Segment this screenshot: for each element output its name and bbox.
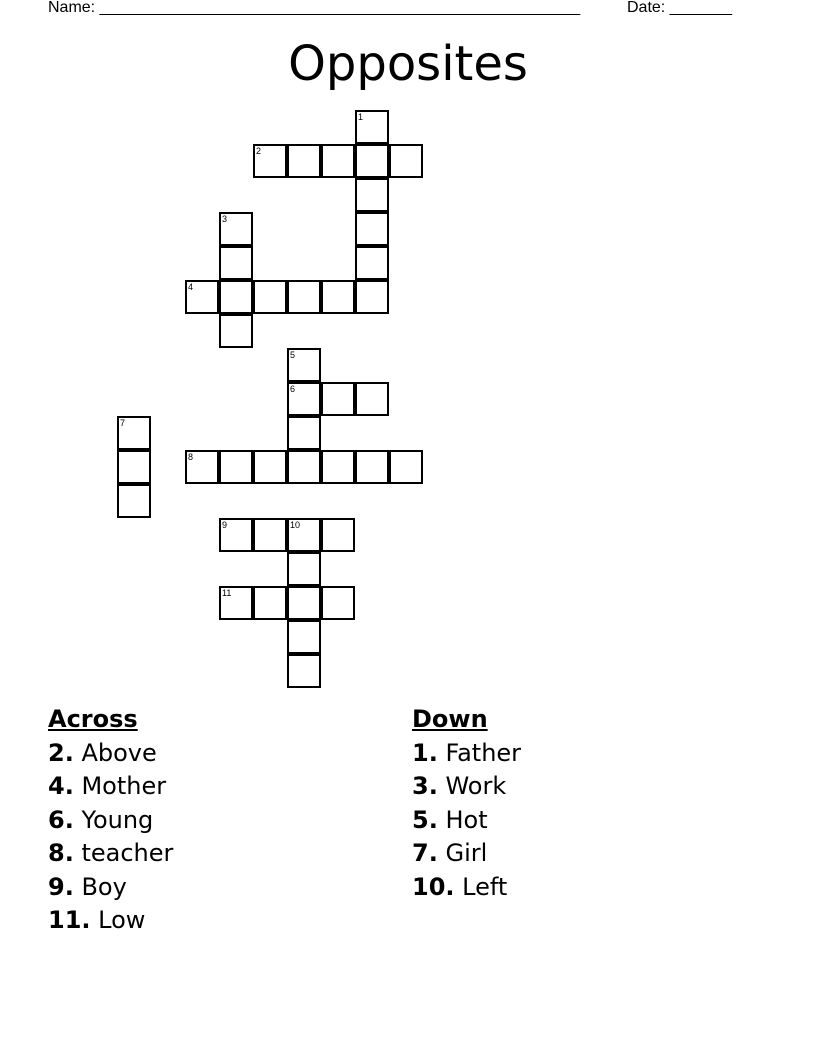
clue-number: 2. — [48, 738, 74, 767]
crossword-cell[interactable] — [219, 586, 253, 620]
crossword-cell[interactable] — [355, 178, 389, 212]
clue-text: Boy — [81, 872, 127, 901]
crossword-cell[interactable] — [287, 552, 321, 586]
date-field-label: Date: _______ — [627, 0, 732, 16]
across-clue-list — [48, 737, 173, 938]
crossword-cell[interactable] — [355, 144, 389, 178]
clue-number: 1 — [358, 112, 364, 122]
crossword-cell[interactable] — [389, 144, 423, 178]
down-clue — [412, 871, 521, 905]
across-clue — [48, 871, 173, 905]
clue-number: 1. — [412, 738, 438, 767]
crossword-cell[interactable] — [253, 518, 287, 552]
crossword-cell[interactable] — [117, 416, 151, 450]
crossword-cell[interactable] — [287, 382, 321, 416]
clue-number: 9 — [222, 520, 228, 530]
clue-number: 4. — [48, 772, 74, 800]
clue-text: Young — [81, 805, 154, 834]
clue-number: 7 — [120, 418, 126, 428]
clue-text: Work — [445, 772, 507, 800]
crossword-cell[interactable] — [287, 586, 321, 620]
down-clue — [412, 837, 521, 871]
clue-number: 2 — [256, 146, 262, 156]
crossword-cell[interactable] — [389, 450, 423, 484]
clue-text: Above — [81, 738, 157, 767]
across-clue — [48, 737, 173, 771]
clue-text: teacher — [81, 839, 174, 867]
down-clue — [412, 737, 521, 771]
crossword-cell[interactable] — [355, 382, 389, 416]
clue-number: 11 — [222, 588, 232, 598]
clue-number: 4 — [188, 282, 194, 292]
across-clue — [48, 837, 173, 871]
crossword-cell[interactable] — [185, 450, 219, 484]
crossword-cell[interactable] — [321, 280, 355, 314]
clue-number: 6. — [48, 805, 74, 834]
crossword-cell[interactable] — [355, 246, 389, 280]
crossword-cell[interactable] — [253, 280, 287, 314]
crossword-cell[interactable] — [287, 280, 321, 314]
crossword-cell[interactable] — [253, 144, 287, 178]
across-clue — [48, 804, 173, 838]
clue-number: 8. — [48, 839, 74, 867]
clue-number: 8 — [188, 452, 194, 462]
crossword-cell[interactable] — [287, 620, 321, 654]
across-clues — [48, 703, 173, 938]
clue-text: Hot — [445, 805, 488, 834]
crossword-cell[interactable] — [117, 450, 151, 484]
down-clue-list — [412, 737, 521, 905]
crossword-cell[interactable] — [117, 484, 151, 518]
down-clue — [412, 804, 521, 838]
down-heading: Down — [412, 705, 488, 733]
down-clues — [412, 703, 521, 904]
crossword-cell[interactable] — [321, 518, 355, 552]
crossword-cell[interactable] — [355, 110, 389, 144]
clue-number: 5 — [290, 350, 296, 360]
crossword-cell[interactable] — [321, 450, 355, 484]
crossword-cell[interactable] — [355, 450, 389, 484]
crossword-cell[interactable] — [287, 518, 321, 552]
clue-number: 11. — [48, 906, 91, 934]
crossword-cell[interactable] — [219, 314, 253, 348]
clue-number: 7. — [412, 839, 438, 867]
crossword-cell[interactable] — [321, 382, 355, 416]
clue-text: Girl — [445, 839, 488, 867]
crossword-cell[interactable] — [355, 212, 389, 246]
name-field-label: Name: ______________________________________________________ — [48, 0, 581, 16]
clue-text: Mother — [81, 772, 167, 800]
crossword-cell[interactable] — [253, 586, 287, 620]
clue-number: 3 — [222, 214, 228, 224]
clue-number: 9. — [48, 872, 74, 901]
crossword-cell[interactable] — [219, 212, 253, 246]
page-title: Opposites — [288, 36, 528, 92]
crossword-cell[interactable] — [287, 416, 321, 450]
clue-text: Low — [98, 906, 146, 934]
crossword-cell[interactable] — [287, 654, 321, 688]
clue-text: Left — [462, 872, 508, 901]
crossword-cell[interactable] — [253, 450, 287, 484]
clue-number: 10 — [290, 520, 301, 530]
crossword-cell[interactable] — [355, 280, 389, 314]
crossword-cell[interactable] — [287, 348, 321, 382]
crossword-cell[interactable] — [287, 144, 321, 178]
crossword-cell[interactable] — [219, 518, 253, 552]
crossword-cell[interactable] — [321, 586, 355, 620]
crossword-cell[interactable] — [219, 246, 253, 280]
crossword-cell[interactable] — [185, 280, 219, 314]
crossword-cell[interactable] — [219, 450, 253, 484]
across-heading: Across — [48, 705, 138, 733]
across-clue — [48, 770, 173, 804]
clue-number: 5. — [412, 805, 438, 834]
across-clue — [48, 904, 173, 938]
crossword-cell[interactable] — [287, 450, 321, 484]
crossword-cell[interactable] — [321, 144, 355, 178]
crossword-cell[interactable] — [219, 280, 253, 314]
clue-text: Father — [445, 738, 522, 767]
clue-number: 10. — [412, 872, 455, 901]
down-clue — [412, 770, 521, 804]
clue-number: 6 — [290, 384, 296, 394]
clue-number: 3. — [412, 772, 438, 800]
